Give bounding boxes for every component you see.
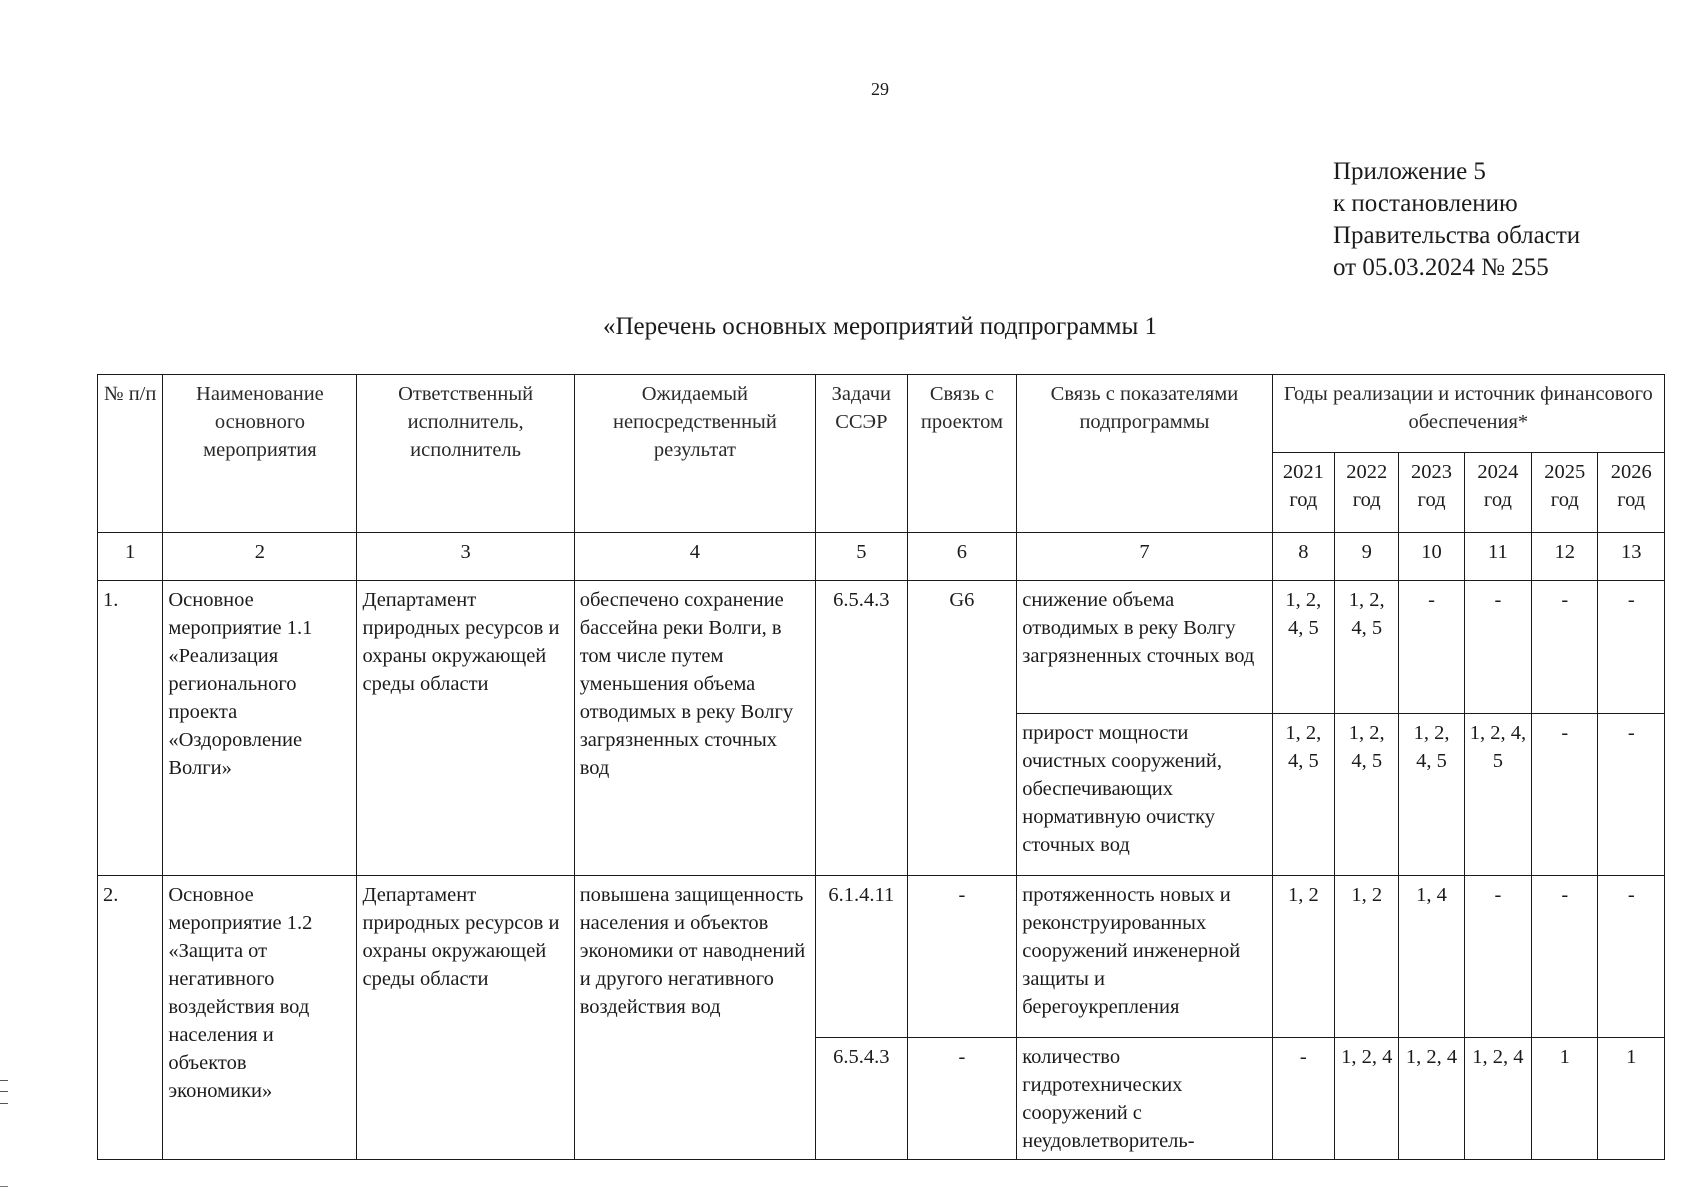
column-number: 10 [1399, 533, 1464, 581]
funding-cell: - [1464, 876, 1531, 1038]
ssep-task: 6.5.4.3 [816, 581, 908, 876]
header-num: № п/п [98, 375, 163, 533]
ssep-task: 6.5.4.3 [816, 1038, 908, 1160]
header-year: 2023 год [1399, 453, 1464, 533]
appendix-line: от 05.03.2024 № 255 [1333, 254, 1549, 281]
header-year: 2022 год [1335, 453, 1399, 533]
funding-cell: - [1598, 581, 1665, 714]
header-tasks: Задачи ССЭР [816, 375, 908, 533]
appendix-line: к постановлению [1333, 190, 1518, 217]
column-number: 1 [98, 533, 163, 581]
column-number: 9 [1335, 533, 1399, 581]
funding-cell: - [1464, 581, 1531, 714]
header-name: Наименование основного мероприятия [163, 375, 357, 533]
header-year: 2025 год [1532, 453, 1598, 533]
funding-cell: 1 [1598, 1038, 1665, 1160]
funding-cell: 1, 4 [1399, 876, 1464, 1038]
funding-cell: - [1532, 714, 1598, 876]
scan-edge-mark [0, 1080, 8, 1104]
column-number: 4 [574, 533, 815, 581]
funding-cell: - [1532, 876, 1598, 1038]
header-project: Связь с проектом [907, 375, 1017, 533]
header-years-group: Годы реализации и источник финансового обеспечения* [1272, 375, 1664, 453]
scan-edge-dash [0, 1186, 8, 1187]
header-year: 2024 год [1464, 453, 1531, 533]
appendix-block [1333, 156, 1580, 284]
column-number: 3 [357, 533, 574, 581]
column-number: 8 [1272, 533, 1334, 581]
column-number: 7 [1017, 533, 1272, 581]
header-year: 2026 год [1598, 453, 1665, 533]
column-number: 2 [163, 533, 357, 581]
funding-cell: - [1272, 1038, 1334, 1160]
indicator-text: количество гидротехнических сооружений с неудовлетворитель- [1017, 1038, 1272, 1160]
column-number: 11 [1464, 533, 1531, 581]
column-number: 12 [1532, 533, 1598, 581]
funding-cell: - [1532, 581, 1598, 714]
indicator-text: снижение объема отводимых в реку Волгу загрязненных сточных вод [1017, 581, 1272, 714]
funding-cell: - [1399, 581, 1464, 714]
funding-cell: 1, 2, 4, 5 [1335, 714, 1399, 876]
header-year: 2021 год [1272, 453, 1334, 533]
expected-result: обеспечено сохранение бассейна реки Волги, в том числе путем уменьшения объема отводимых в реку Волгу загрязненных сточных вод [574, 581, 815, 876]
indicator-text: прирост мощности очистных сооружений, обеспечивающих нормативную очистку сточных вод [1017, 714, 1272, 876]
funding-cell: - [1598, 876, 1665, 1038]
header-indicators: Связь с показателями подпрограммы [1017, 375, 1272, 533]
ssep-task: 6.1.4.11 [816, 876, 908, 1038]
column-number: 5 [816, 533, 908, 581]
responsible-executor: Департамент природных ресурсов и охраны окружающей среды области [357, 581, 574, 876]
page-number: 29 [871, 79, 889, 99]
funding-cell: 1, 2 [1272, 876, 1334, 1038]
funding-cell: 1, 2 [1335, 876, 1399, 1038]
column-number: 13 [1598, 533, 1665, 581]
project-link: G6 [907, 581, 1017, 876]
document-title: «Перечень основных мероприятий подпрограммы 1 [602, 313, 1158, 340]
funding-cell: 1, 2, 4 [1464, 1038, 1531, 1160]
responsible-executor: Департамент природных ресурсов и охраны окружающей среды области [357, 876, 574, 1160]
expected-result: повышена защищенность населения и объектов экономики от наводнений и другого негативного воздействия вод [574, 876, 815, 1160]
funding-cell: - [1598, 714, 1665, 876]
funding-cell: 1, 2, 4, 5 [1272, 714, 1334, 876]
row-number: 1. [98, 581, 163, 876]
header-executor: Ответственный исполнитель, исполнитель [357, 375, 574, 533]
column-number: 6 [907, 533, 1017, 581]
header-result: Ожидаемый непосредственный результат [574, 375, 815, 533]
measure-name: Основное мероприятие 1.2 «Защита от негативного воздействия вод населения и объектов экономики» [163, 876, 357, 1160]
project-link: - [907, 876, 1017, 1038]
row-number: 2. [98, 876, 163, 1160]
indicator-text: протяженность новых и реконструированных сооружений инженерной защиты и берегоукрепления [1017, 876, 1272, 1038]
measures-table [97, 374, 1665, 1160]
funding-cell: 1, 2, 4 [1335, 1038, 1399, 1160]
measure-name: Основное мероприятие 1.1 «Реализация регионального проекта «Оздоровление Волги» [163, 581, 357, 876]
funding-cell: 1, 2, 4, 5 [1399, 714, 1464, 876]
appendix-line: Правительства области [1333, 222, 1581, 249]
funding-cell: 1, 2, 4 [1399, 1038, 1464, 1160]
funding-cell: 1, 2, 4, 5 [1335, 581, 1399, 714]
funding-cell: 1, 2, 4, 5 [1272, 581, 1334, 714]
funding-cell: 1, 2, 4, 5 [1464, 714, 1531, 876]
appendix-line: Приложение 5 [1333, 158, 1486, 185]
funding-cell: 1 [1532, 1038, 1598, 1160]
project-link: - [907, 1038, 1017, 1160]
